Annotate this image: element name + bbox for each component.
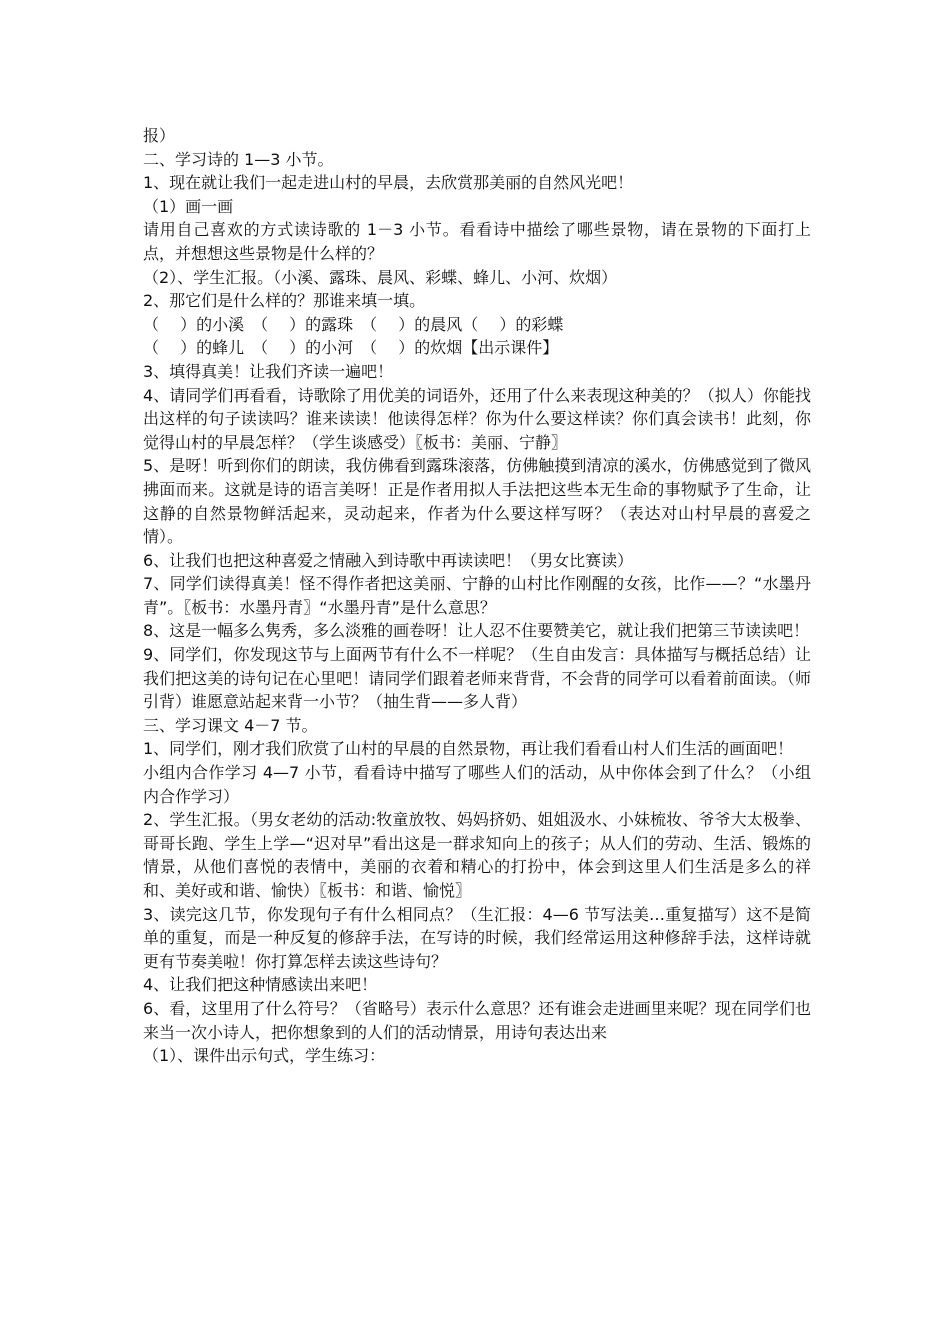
fill-blank-line: （ ）的蜂儿 （ ）的小河 （ ）的炊烟【出示课件】 bbox=[143, 338, 559, 358]
subheading: （1）画一画 bbox=[143, 196, 234, 216]
section-heading: 三、学习课文 4－7 节。 bbox=[143, 715, 318, 735]
paragraph: 小组内合作学习 4—7 小节，看看诗中描写了哪些人们的活动，从中你体会到了什么？（小组内合作学习） bbox=[143, 763, 811, 806]
text-line: 1、现在就让我们一起走进山村的早晨，去欣赏那美丽的自然风光吧！ bbox=[143, 173, 634, 193]
text-line: 6、让我们也把这种喜爱之情融入到诗歌中再读读吧！（男女比赛读） bbox=[143, 550, 634, 570]
paragraph: 1、同学们，刚才我们欣赏了山村的早晨的自然景物，再让我们看看山村人们生活的画面吧！ bbox=[143, 739, 794, 759]
text-line: （2）、学生汇报。（小溪、露珠、晨风、彩蝶、蜂儿、小河、炊烟） bbox=[143, 267, 618, 287]
paragraph: 4、请同学们再看看，诗歌除了用优美的词语外，还用了什么来表现这种美的？（拟人）你能找出这样的句子读读吗？谁来读读！他读得怎样？你为什么要这样读？你们真会读书！此刻，你觉得山村的早晨怎样？（学生谈感受）〖板书：美丽、宁静〗 bbox=[143, 385, 811, 452]
section-heading: 二、学习诗的 1—3 小节。 bbox=[143, 149, 334, 169]
paragraph: 请用自己喜欢的方式读诗歌的 1－3 小节。看看诗中描绘了哪些景物，请在景物的下面打上点，并想想这些景物是什么样的？ bbox=[143, 220, 811, 263]
paragraph: 8、这是一幅多么隽秀，多么淡雅的画卷呀！让人忍不住要赞美它，就让我们把第三节读读吧！ bbox=[143, 621, 810, 641]
text-line: （1）、课件出示句式，学生练习： bbox=[143, 1046, 386, 1066]
paragraph: 7、同学们读得真美！怪不得作者把这美丽、宁静的山村比作刚醒的女孩，比作——？“水墨丹青”。〖板书：水墨丹青〗“水墨丹青”是什么意思？ bbox=[143, 574, 811, 617]
fill-blank-line: （ ）的小溪 （ ）的露珠 （ ）的晨风（ ）的彩蝶 bbox=[143, 314, 564, 334]
paragraph: 5、是呀！听到你们的朗读，我仿佛看到露珠滚落，仿佛触摸到清凉的溪水，仿佛感觉到了微风拂面而来。这就是诗的语言美呀！正是作者用拟人手法把这些本无生命的事物赋予了生命，让这静的自然景物鲜活起来，灵动起来，作者为什么要这样写呀？（表达对山村早晨的喜爱之情）。 bbox=[143, 456, 811, 547]
text-line: 报） bbox=[143, 126, 176, 145]
document-page bbox=[143, 124, 811, 1068]
paragraph: 9、同学们，你发现这节与上面两节有什么不一样呢？（生自由发言：具体描写与概括总结）让我们把这美的诗句记在心里吧！请同学们跟着老师来背背，不会背的同学可以看着前面读。（师引背）谁愿意站起来背一小节？（抽生背——多人背） bbox=[143, 645, 811, 712]
text-line: 3、填得真美！让我们齐读一遍吧！ bbox=[143, 361, 394, 381]
paragraph: 2、学生汇报。（男女老幼的活动:牧童放牧、妈妈挤奶、姐姐汲水、小妹梳妆、爷爷大太极拳、哥哥长跑、学生上学—“迟对早”看出这是一群求知向上的孩子；从人们的劳动、生活、锻炼的情景，从他们喜悦的表情中，美丽的衣着和精心的打扮中，体会到这里人们生活是多么的祥和、美好或和谐、愉快）〖板书：和谐、愉悦〗 bbox=[143, 810, 811, 900]
paragraph: 3、读完这几节，你发现句子有什么相同点？（生汇报：4—6 节写法美…重复描写）这不是简单的重复，而是一种反复的修辞手法，在写诗的时候，我们经常运用这种修辞手法，这样诗就更有节奏美啦！你打算怎样去读这些诗句？ bbox=[143, 904, 811, 971]
text-line: 4、让我们把这种情感读出来吧！ bbox=[143, 975, 378, 995]
text-line: 2、那它们是什么样的？那谁来填一填。 bbox=[143, 291, 426, 311]
paragraph: 6、看，这里用了什么符号？（省略号）表示什么意思？还有谁会走进画里来呢？现在同学们也来当一次小诗人，把你想象到的人们的活动情景，用诗句表达出来 bbox=[143, 998, 811, 1042]
